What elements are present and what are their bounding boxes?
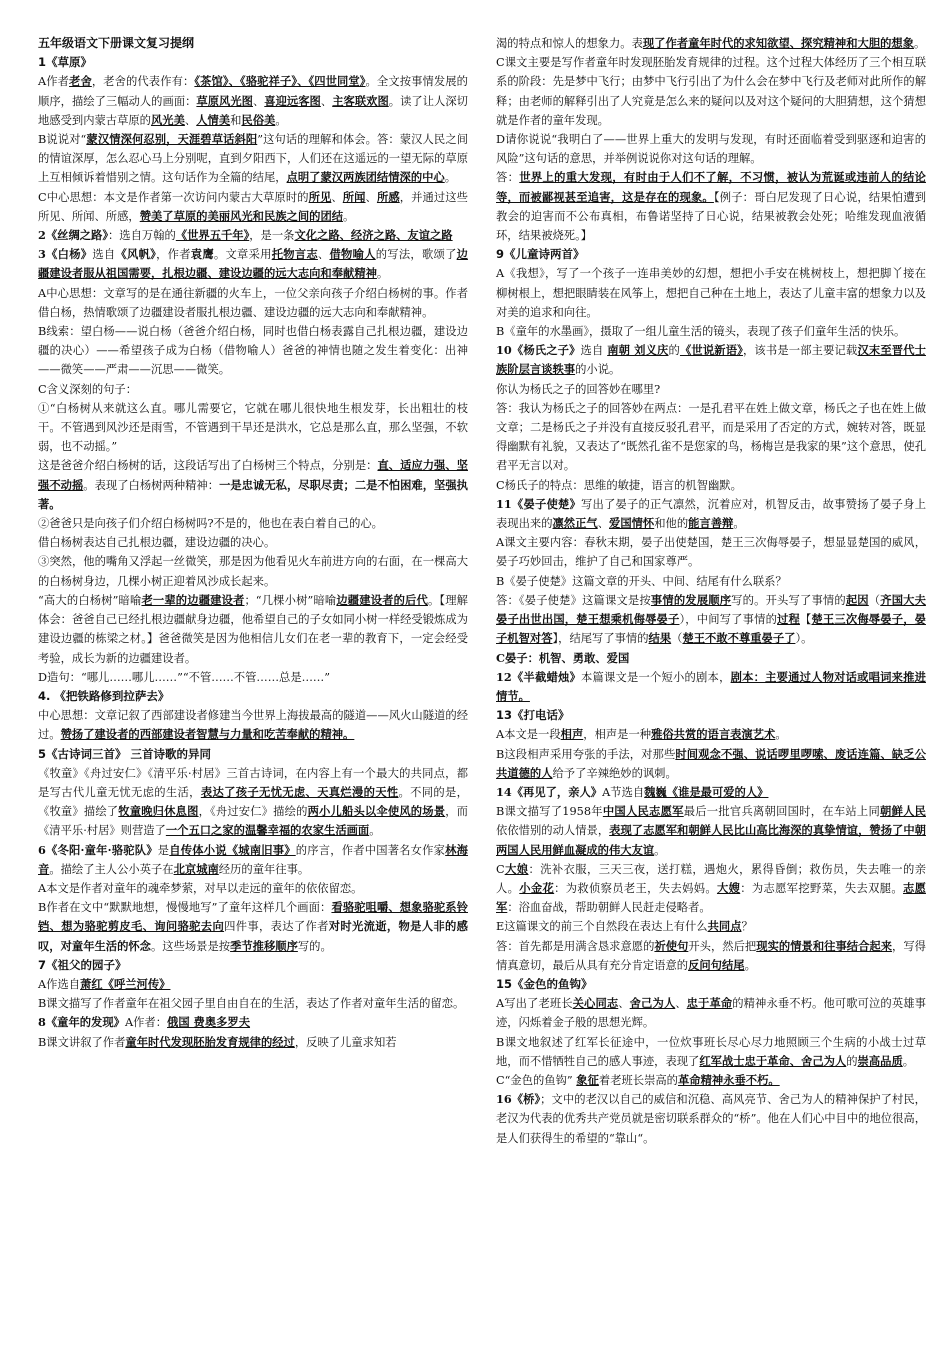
- text-run: 。文章采用: [213, 248, 272, 262]
- text-run: 。: [369, 824, 381, 838]
- text-run: 5《古诗词三首》 三首诗歌的异同: [38, 746, 212, 761]
- text-run: 依依惜别的动人情景，: [496, 824, 610, 838]
- text-run: 借物喻人: [329, 247, 376, 262]
- paragraph: [38, 514, 468, 533]
- text-run: ，《舟过安仁》描绘的: [198, 805, 308, 819]
- text-run: 直、适应力强、坚强不动摇: [38, 458, 468, 492]
- text-run: 答：: [496, 171, 520, 185]
- text-run: 和他的: [654, 517, 689, 531]
- text-run: ，作者: [156, 248, 191, 262]
- section-heading: [38, 745, 468, 764]
- text-run: 【: [799, 613, 812, 627]
- paragraph: [496, 860, 926, 918]
- text-run: 民俗美: [241, 112, 276, 127]
- paragraph: [496, 917, 926, 936]
- text-run: 草原风光图: [196, 93, 253, 108]
- text-run: A作者：: [124, 1016, 168, 1030]
- text-run: 点明了蒙汉两族团结情深的中心: [286, 170, 445, 185]
- text-run: ，而《清平乐·村居》则营造了: [38, 805, 468, 838]
- text-run: 看骆驼咀嚼、想象骆驼系铃铛、想为骆驼剪皮毛、询问骆驼去向: [38, 900, 468, 934]
- paragraph: [38, 975, 468, 994]
- paragraph: [496, 591, 926, 649]
- text-run: 老舍: [69, 74, 92, 89]
- text-run: B说说对“: [38, 133, 87, 147]
- text-run: B《晏子使楚》这篇文章的开头、中间、结尾有什么联系？: [496, 574, 787, 588]
- section-heading: [38, 53, 468, 72]
- text-run: 边疆建设者的后代: [336, 592, 428, 607]
- text-run: 现了作者童年时代的求知欲望、探究精神和大胆的想象: [642, 36, 915, 50]
- paragraph: [496, 34, 926, 53]
- text-run: 大娘: [504, 861, 529, 876]
- text-run: ：为救侦察员老王，失去妈妈。: [554, 881, 717, 895]
- text-run: 。: [914, 37, 926, 50]
- paragraph: [38, 72, 468, 130]
- text-run: 。全文按事情发展的顺序，描绘了三幅动人的画面：: [38, 75, 468, 108]
- paragraph: [38, 994, 468, 1013]
- text-run: 魏巍《谁是最可爱的人》: [644, 784, 769, 799]
- section-heading: [496, 245, 926, 264]
- text-run: ：洗补衣服，三天三夜，送打糕，遇炮火，累得昏倒；救伤员，失去唯一的亲人。: [496, 862, 926, 895]
- paragraph: [496, 495, 926, 533]
- text-run: 南朝 刘义庆: [607, 343, 669, 358]
- text-run: ③突然，他的嘴角又浮起一丝微笑，那是因为他看见火车前进方向的右面，在一棵高大的白杨树身边，几棵小树正迎着风沙成长起来。: [38, 555, 468, 588]
- section-heading: [496, 975, 926, 994]
- text-run: 《茶馆》、《骆驼祥子》、《四世同堂》: [194, 74, 366, 89]
- text-run: B作者在文中“默默地想，慢慢地写”了童年这样几个画面：: [38, 901, 332, 915]
- text-run: 主客联欢图: [332, 93, 389, 108]
- text-run: 祈使句: [654, 938, 689, 953]
- paragraph: [38, 226, 468, 245]
- paragraph: [38, 898, 468, 956]
- text-run: C: [496, 862, 505, 876]
- text-run: 本篇课文是一个短小的剧本，: [580, 670, 731, 684]
- text-run: 时间观念不强、说话啰里啰嗦、废话连篇、缺乏公共道德的人: [496, 746, 926, 780]
- text-run: 、: [675, 997, 687, 1011]
- paragraph: [496, 476, 926, 495]
- text-run: 大嫂: [716, 880, 741, 895]
- paragraph: [496, 53, 926, 130]
- text-run: 选自: [92, 248, 116, 262]
- text-run: 关心同志: [572, 996, 619, 1011]
- text-run: 对时光流逝，物是人非的感叹，对童年生活的怀念: [38, 919, 468, 953]
- paragraph: [38, 879, 468, 898]
- paragraph: [38, 706, 468, 744]
- text-run: ？: [741, 920, 753, 934]
- text-run: 《牧童》《舟过安仁》《清平乐·村居》三首古诗词，在内容上有一个最大的共同点，都是写古代儿童无忧无虑的生活，: [38, 766, 468, 799]
- text-run: 的精神永垂不朽。他可歌可泣的英雄事迹，闪烁着金子般的思想光辉。: [496, 997, 926, 1030]
- text-run: 写出了晏子的正气凛然，沉着应对，机智反击，故事赞扬了晏子身上表现出来的: [496, 497, 926, 531]
- text-run: 《风帆》: [115, 247, 157, 262]
- text-run: 边疆建设者服从祖国需要，扎根边疆、建设边疆的远大志向和奉献精神: [38, 247, 468, 281]
- text-run: 最后一批官兵离朝回国时，在车站上同: [683, 805, 881, 819]
- text-run: 、: [597, 517, 610, 531]
- text-run: 风光美: [150, 112, 185, 127]
- text-run: 《世说新语》: [679, 343, 743, 358]
- text-run: 、: [618, 997, 630, 1011]
- text-run: 雅俗共赏的语言表演艺术: [651, 727, 776, 742]
- text-run: 7《祖父的园子》: [38, 957, 127, 972]
- text-run: 8《童年的发现》: [38, 1015, 125, 1030]
- text-run: 相声: [560, 727, 584, 742]
- paragraph: [38, 245, 468, 283]
- text-run: ，相声是一种: [583, 728, 652, 742]
- text-run: 的: [668, 344, 680, 358]
- paragraph: [38, 380, 468, 399]
- text-run: 牧童晚归休息图: [118, 804, 199, 819]
- text-run: 。表现了白杨树两种精神：: [83, 478, 220, 492]
- text-run: 答：我认为杨氏之子的回答妙在两点：一是孔君平在姓上做文章，杨氏之子也在姓上做文章；二是杨氏之子并没有直接反驳孔君平，而是采用了否定的方式，婉转对答，既显得幽默有礼貌，又表达了“既然孔雀不是您家的鸟，杨梅岂是我家的果”这个意思，使孔君平无言以对。: [496, 401, 926, 473]
- paragraph: [496, 264, 926, 322]
- text-run: ，反映了儿童求知若: [294, 1035, 397, 1049]
- text-run: 喜迎远客图: [264, 93, 321, 108]
- paragraph: [496, 1071, 926, 1090]
- text-run: 渴的特点和惊人的想象力。表: [496, 37, 643, 50]
- paragraph: [496, 668, 926, 706]
- text-run: 一是忠诚无私，尽职尽责；二是不怕困难，坚强执著。: [38, 477, 468, 511]
- text-run: 现实的情景和往事结合起来: [756, 938, 893, 953]
- document-title: 五年级语文下册课文复习提纲: [38, 36, 195, 50]
- text-run: 赞美了草原的美丽风光和民族之间的团结: [139, 208, 344, 223]
- text-run: A作者: [38, 75, 70, 89]
- paragraph: [496, 994, 926, 1032]
- paragraph: [496, 130, 926, 168]
- text-run: 楚王不敢不尊重晏子了: [682, 631, 796, 646]
- text-run: 。: [444, 171, 457, 185]
- text-run: 。: [654, 843, 666, 857]
- paragraph: [496, 802, 926, 860]
- text-run: 过程: [777, 612, 800, 627]
- text-run: 。描绘了主人公小英子在: [49, 862, 174, 876]
- text-run: 的小说。: [575, 363, 621, 377]
- text-run: 的写法，歌颂了: [375, 248, 457, 262]
- text-run: 红军战士忠于革命、舍己为人: [699, 1053, 847, 1068]
- paragraph: [496, 168, 926, 245]
- paragraph: [38, 188, 468, 226]
- text-run: 。这些场景是按: [150, 939, 231, 953]
- text-run: 给予了辛辣绝妙的讽刺。: [552, 766, 677, 780]
- text-run: 人情美: [196, 112, 231, 127]
- text-run: 。: [744, 958, 756, 972]
- paragraph: [38, 591, 468, 668]
- text-run: ②爸爸只是向孩子们介绍白杨树吗?不是的，他也在表白着自己的心。: [38, 517, 383, 531]
- paragraph: [496, 937, 926, 975]
- text-run: 、: [184, 113, 197, 127]
- text-run: 蒙汉情深何忍别，天涯碧草话斜阳: [86, 132, 258, 147]
- text-run: 舍己为人: [629, 996, 676, 1011]
- paragraph: [38, 1013, 468, 1032]
- left-column: [38, 34, 468, 1052]
- text-run: ，是一条: [249, 229, 295, 243]
- text-run: ”这句话的理解和体会。答：蒙汉人民之间的情谊深厚，怎么忍心马上分别呢，直到夕阳西下，人们还在这遥远的一望无际的草原上互相倾诉着惜别之情。这句话作为全篇的结尾，: [38, 133, 468, 185]
- text-run: （: [671, 632, 683, 646]
- text-run: 。: [275, 113, 287, 127]
- text-run: ；文中的老汉以自己的威信和沉稳、高风亮节、舍己为人的精神保护了村民，老汉为代表的优秀共产党员就是密切联系群众的“桥”。他在人们心中目中的地位很高，是人们获得生的希望的“靠山“。: [496, 1093, 926, 1145]
- text-run: B《童年的水墨画》，摄取了一组儿童生活的镜头，表现了孩子们童年生活的快乐。: [496, 325, 906, 339]
- text-run: 表现了志愿军和朝鲜人民比山高比海深的真挚情谊，赞扬了中朝两国人民用鲜血凝成的伟大友谊: [496, 823, 926, 857]
- paragraph: [38, 1033, 468, 1052]
- text-run: 四件事，表达了作者: [224, 920, 329, 934]
- section-heading: [38, 956, 468, 975]
- text-run: E这篇课文的前三个自然段在表达上有什么: [496, 920, 708, 934]
- text-run: A本文是作者对童年的魂牵梦萦，对早以走远的童年的依依留恋。: [38, 881, 363, 895]
- text-run: B课文描写了作者童年在祖父园子里自由自在的生活，表达了作者对童年生活的留恋。: [38, 997, 465, 1011]
- text-run: ）。: [795, 632, 813, 646]
- text-run: 自传体小说《城南旧事》: [169, 842, 296, 857]
- paragraph: [38, 456, 468, 514]
- text-run: 。读了让人深切地感受到内蒙古草原的: [38, 94, 468, 127]
- text-run: 你认为杨氏之子的回答妙在哪里?: [496, 382, 661, 396]
- text-run: 袁鹰: [190, 247, 214, 262]
- text-run: 爱国情怀: [609, 516, 655, 531]
- text-run: ①“白杨树从来就这么直。哪儿需要它，它就在哪儿很快地生根发芽，长出粗壮的枝干。不管遇到风沙还是雨雪，不管遇到干旱还是洪水，它总是那么直，那么坚强，不软弱，也不动摇。”: [38, 401, 468, 454]
- text-run: 、: [331, 190, 343, 204]
- text-run: 12《半截蜡烛》: [496, 669, 581, 684]
- text-run: 事情的发展顺序: [650, 592, 732, 607]
- text-run: 14《再见了，亲人》: [496, 784, 603, 799]
- text-run: ，该书是一部主要记载: [742, 344, 858, 358]
- text-run: 写的。开头写了事情的: [731, 593, 846, 607]
- text-run: 老一辈的边疆建设者: [141, 592, 245, 607]
- text-run: 9《儿童诗两首》: [496, 247, 585, 262]
- text-run: 忠于革命: [686, 996, 733, 1011]
- text-run: 10《杨氏之子》: [496, 343, 581, 358]
- section-heading: [38, 687, 468, 706]
- right-column: [496, 34, 926, 1148]
- text-run: 6《冬阳·童年·骆驼队》: [38, 842, 158, 857]
- right-column-content: [496, 34, 926, 1148]
- text-run: C杨氏子的特点：思维的敏捷，语言的机智幽默。: [496, 478, 742, 492]
- text-run: 一个五口之家的温馨幸福的农家生活画面: [165, 823, 370, 838]
- text-run: D请你说说“我明白了——世界上重大的发明与发现，有时还面临着受到驱逐和迫害的风险”这句话的意思，并举例说说你对这句话的理解。: [496, 133, 926, 166]
- paragraph: [38, 322, 468, 380]
- text-run: A《我想》，写了一个孩子一连串美妙的幻想，想把小手安在桃树枝上，想把脚丫接在柳树根上，想把眼睛装在风筝上，想把自己种在土地上，表达了儿童丰富的想象力以及对美的追求和向往。: [496, 267, 926, 319]
- text-run: 齐国大夫晏子出世出国，楚王想乘机侮辱晏子: [496, 592, 926, 627]
- text-run: B这段相声采用夸张的手法，对那些: [496, 747, 676, 761]
- paragraph: [496, 341, 926, 379]
- text-run: 4. 《把铁路修到拉萨去》: [38, 688, 170, 703]
- text-run: 的: [846, 1054, 858, 1068]
- text-run: 借白杨树表达自己扎根边疆，建设边疆的决心。: [38, 536, 276, 550]
- text-run: 所见: [308, 189, 332, 204]
- paragraph: [38, 399, 468, 457]
- text-run: 革命精神永垂不朽。: [677, 1072, 780, 1087]
- paragraph: [496, 399, 926, 476]
- text-run: 崇高品质: [857, 1053, 903, 1068]
- text-run: C“金色的鱼钩”: [496, 1073, 577, 1087]
- text-run: 季节推移顺序: [230, 938, 298, 953]
- text-run: 。: [775, 728, 787, 742]
- text-run: 朝鲜人民: [880, 804, 926, 819]
- text-run: 。【理解体会：爸爸自己已经扎根边疆献身边疆，他希望自己的子女如同小树一样经受锻炼成为建设边疆的栋梁之材。】爸爸微笑是因为他相信儿女们在老一辈的教育下，一定会经受考验，成长为新的边疆建设者。: [38, 593, 468, 665]
- text-run: 、: [252, 94, 265, 108]
- text-run: 所闻: [342, 189, 366, 204]
- text-run: 象征: [576, 1072, 599, 1087]
- text-run: 的序言，作者中国著名女作家: [295, 843, 446, 857]
- paragraph: [496, 1033, 926, 1071]
- text-run: 北京城南: [173, 861, 219, 876]
- text-run: 选自: [580, 344, 608, 358]
- paragraph: [38, 841, 468, 879]
- text-run: 楚王三次侮辱晏子，晏子机智对答: [496, 612, 926, 646]
- text-run: 。: [733, 517, 745, 531]
- text-run: 起因: [845, 592, 869, 607]
- text-run: C晏子：机智、勇敢、爱国: [496, 650, 630, 665]
- text-run: 】，结尾写了事情的: [552, 632, 649, 646]
- text-run: 16《桥》: [496, 1092, 541, 1107]
- text-run: 、: [317, 248, 330, 262]
- text-run: ；“几棵小树”暗喻: [244, 593, 337, 607]
- text-run: B课文描写了1958年: [496, 805, 603, 819]
- text-run: 共同点: [707, 919, 742, 934]
- text-run: 。: [376, 267, 389, 281]
- text-run: B线索：望白杨——说白杨（爸爸介绍白杨，同时也借白杨表露自己扎根边疆，建设边疆的决心）——希望孩子成为白杨（借物喻人）爸爸的神情也随之发生着变化：出神——微笑——严肃——沉思——微笑。: [38, 325, 468, 377]
- text-run: C中心思想：本文是作者第一次访问内蒙古大草原时的: [38, 190, 309, 204]
- paragraph: [496, 1090, 926, 1148]
- text-run: 能言善辩: [688, 516, 734, 531]
- text-run: A课文主要内容：春秋末期，晏子出使楚国，楚王三次侮辱晏子，想显显楚国的威风，晏子巧妙回击，维护了自己和国家尊严。: [496, 536, 926, 569]
- paragraph: [496, 572, 926, 591]
- text-run: 所感: [376, 189, 400, 204]
- text-run: ，并通过这些所见、所闻、所感，: [38, 190, 468, 223]
- paragraph: [38, 533, 468, 552]
- text-run: 凛然正气: [552, 516, 598, 531]
- text-run: C含义深刻的句子：: [38, 382, 138, 396]
- text-run: 着老班长崇高的: [598, 1073, 678, 1087]
- text-run: B课文讲叙了作者: [38, 1035, 126, 1049]
- paragraph: [496, 725, 926, 744]
- paragraph: [38, 764, 468, 841]
- text-run: 世界上的重大发现，有时由于人们不了解，不习惯，被认为荒诞或违前人的结论等，而被鄙视甚至追害，这是存在的现象。: [496, 170, 926, 204]
- text-run: 开头，然后把: [688, 939, 757, 953]
- text-run: 经历的童年往事。: [218, 862, 310, 876]
- text-run: 15《金色的鱼钩》: [496, 976, 593, 991]
- text-run: 萧红《呼兰河传》: [80, 976, 171, 991]
- text-run: 是: [157, 843, 170, 857]
- text-run: ，写得情真意切，最后从具有充分肯定语意的: [496, 939, 926, 972]
- text-run: 表达了孩子无忧无虑、天真烂漫的天性: [200, 784, 399, 799]
- text-run: ：为志愿军挖野菜，失去双腿。: [740, 881, 904, 895]
- text-run: 答：首先都是用满含恳求意愿的: [496, 939, 655, 953]
- text-run: 林海音: [38, 842, 468, 876]
- text-run: 两小儿船头以伞使风的场景: [307, 804, 446, 819]
- text-run: 中国人民志愿军: [602, 804, 684, 819]
- paragraph: [496, 649, 926, 668]
- text-run: 2《丝绸之路》: [38, 228, 108, 243]
- text-run: C课文主要是写作者童年时发现胚胎发育规律的过程。这个过程大体经历了三个相互联系的阶段：先是梦中飞行；由梦中飞行引出了为什么会在梦中飞行及老师对此所作的解释；由老师的解释引出了人究竟是怎么来的疑问以及对这个疑问的大胆猜想，这个猜想就是作者的童年发现。: [496, 56, 926, 127]
- text-run: ：选自万翰的: [108, 229, 176, 243]
- text-run: 、: [365, 190, 377, 204]
- document-page: [38, 34, 924, 1334]
- text-run: 1《草原》: [38, 55, 93, 70]
- text-run: 中心思想：文章记叙了西部建设者修建当今世界上海拔最高的隧道——风火山隧道的经过。: [38, 709, 468, 742]
- text-run: ：浴血奋战，帮助朝鲜人民赶走侵略者。: [507, 901, 711, 915]
- text-run: B课文地叙述了红军长征途中，一位炊事班长尽心尽力地照顾三个生病的小战士过草地，而不惜牺牲自己的感人事迹，表现了: [496, 1035, 926, 1068]
- text-run: 和: [230, 113, 242, 127]
- text-run: 13《打电话》: [496, 708, 570, 723]
- text-run: （: [868, 593, 881, 607]
- text-run: 汉末至晋代士族阶层言谈轶事: [496, 343, 926, 377]
- text-run: 3《白杨》: [38, 247, 93, 262]
- text-run: 结果: [648, 631, 672, 646]
- paragraph: [496, 380, 926, 399]
- text-run: A写出了老班长: [496, 997, 573, 1011]
- text-run: 答：《晏子使楚》这篇课文是按: [496, 593, 651, 607]
- text-run: 俄国 费奥多罗夫: [167, 1015, 251, 1030]
- text-run: 志愿军: [496, 880, 926, 915]
- text-run: A本文是一段: [496, 728, 561, 742]
- paragraph: [38, 668, 468, 687]
- paragraph: [496, 533, 926, 571]
- text-run: 这是爸爸介绍白杨树的话，这段话写出了白杨树三个特点，分别是：: [38, 459, 378, 473]
- text-run: “高大的白杨树”暗喻: [38, 593, 142, 607]
- text-run: A作选自: [38, 977, 81, 991]
- text-run: 。不同的是，《牧童》描绘了: [38, 785, 468, 819]
- text-run: D造句：“哪儿……哪儿……”“不管……不管……总是……”: [38, 670, 330, 684]
- text-run: 小金花: [519, 880, 555, 895]
- paragraph: [38, 130, 468, 188]
- text-run: 【例子：哥白尼发现了日心说，结果怕遭到教会的迫害而不公布真相，布鲁诺坚持了日心说，结果被教会处死；哈维发现血液循环，结果被烧死。】: [496, 190, 926, 243]
- text-run: 、: [320, 94, 333, 108]
- paragraph: [496, 783, 926, 802]
- text-run: ，老舍的代表作有：: [91, 75, 195, 89]
- text-run: 童年时代发现胚胎发育规律的经过: [125, 1034, 295, 1049]
- text-run: 赞扬了建设者的西部建设者智慧与力量和吃苦奉献的精神。: [60, 727, 355, 742]
- text-run: ），中间写了事情的: [679, 613, 778, 627]
- text-run: 托物言志: [271, 247, 318, 262]
- text-run: 反问句结尾: [688, 957, 745, 972]
- left-column-content: [38, 53, 468, 1052]
- text-run: 文化之路、经济之路、友谊之路: [294, 228, 453, 243]
- paragraph: [38, 552, 468, 590]
- text-run: 《世界五千年》: [175, 228, 250, 243]
- text-run: 。: [343, 209, 355, 223]
- text-run: A节选自: [602, 785, 645, 799]
- text-run: 写的。: [297, 939, 332, 953]
- text-run: 11《晏子使楚》: [496, 496, 581, 511]
- section-heading: [496, 706, 926, 725]
- paragraph: [496, 745, 926, 783]
- text-run: 。: [902, 1054, 915, 1068]
- text-run: 剧本：主要通过人物对话或唱词来推进情节。: [496, 669, 926, 703]
- paragraph: [496, 322, 926, 341]
- text-run: A中心思想：文章写的是在通往新疆的火车上，一位父亲向孩子介绍白杨树的事。作者借白杨，热情歌颂了边疆建设者服扎根边疆、建设边疆的远大志向和奉献精神。: [38, 286, 468, 319]
- paragraph: [38, 284, 468, 322]
